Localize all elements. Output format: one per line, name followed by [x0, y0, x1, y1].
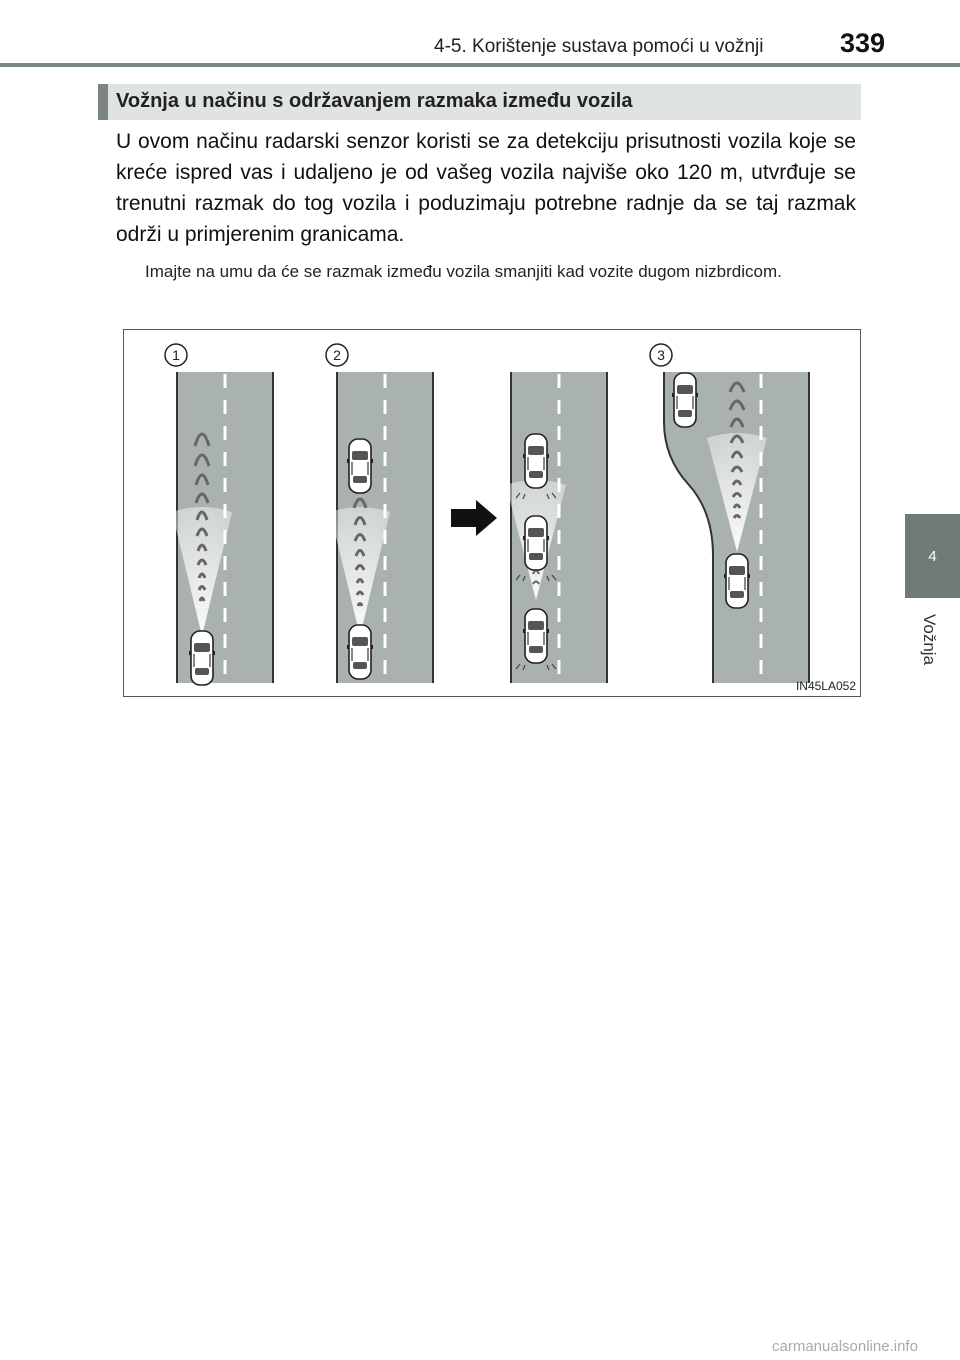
chapter-tab-label: Vožnja: [920, 614, 939, 666]
section-heading-bar: [98, 84, 108, 120]
road-4: [650, 344, 809, 683]
chapter-tab-number[interactable]: 4: [905, 514, 960, 598]
road-3: [506, 372, 607, 683]
step-3-label: 3: [657, 347, 665, 363]
step-1-label: 1: [172, 347, 180, 363]
section-heading-title: Vožnja u načinu s održavanjem razmaka između vozila: [116, 90, 633, 112]
section-heading: [98, 84, 861, 120]
road-1: [165, 344, 273, 685]
figure-diagram: [123, 329, 861, 697]
figure-id: IN45LA052: [795, 679, 856, 693]
transition-arrow-icon: [451, 500, 497, 536]
footer-watermark: carmanualsonline.info: [772, 1338, 918, 1355]
body-paragraph: U ovom načinu radarski senzor koristi se za detekciju prisutnosti vozila koje se kreće ispred vas i udaljeno je od vašeg vozila najviše oko 120 m, utvrđuje se trenutni razmak do tog vozila i poduzimaju potrebne radnje da se taj razmak održi u primjerenim granicama.: [116, 130, 856, 246]
figure-illustration: [124, 330, 862, 698]
step-2-label: 2: [333, 347, 341, 363]
road-2: [326, 344, 433, 683]
header-section-title: 4-5. Korištenje sustava pomoći u vožnji: [434, 36, 764, 57]
note-paragraph: Imajte na umu da će se razmak između vozila smanjiti kad vozite dugom nizbrdicom.: [145, 262, 782, 281]
header-rule: [0, 63, 960, 67]
page-number: 339: [840, 28, 886, 58]
